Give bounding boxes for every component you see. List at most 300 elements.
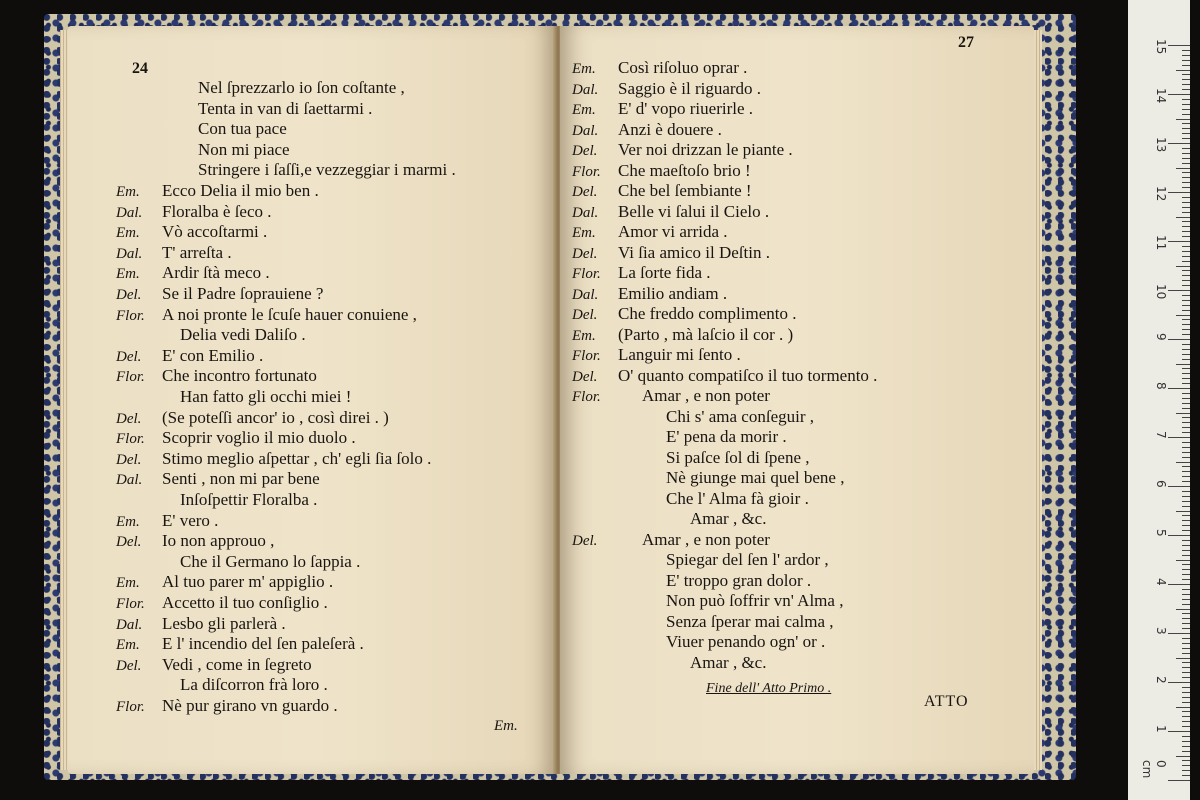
ruler-tick [1182,672,1190,673]
ruler-tick [1168,682,1190,683]
verse-text: Nel ſprezzarlo io ſon coſtante , [198,78,405,97]
verse-text: Se il Padre ſoprauiene ? [162,284,324,303]
ruler-tick [1182,702,1190,703]
text-line [116,408,389,429]
ruler-tick [1182,128,1190,129]
ruler-tick [1182,187,1190,188]
ruler-tick [1182,579,1190,580]
ruler-tick [1182,765,1190,766]
ruler-tick [1182,89,1190,90]
ruler-tick [1182,594,1190,595]
verse-text: T' arreſta . [162,242,232,262]
text-line [116,202,272,223]
ruler-tick [1182,354,1190,355]
ruler-tick [1182,471,1190,472]
text-line [572,448,810,468]
speaker-label: Em. [116,575,140,592]
speaker-label: Flor. [572,163,601,180]
ruler-tick [1182,697,1190,698]
verse-text: A noi pronte le ſcuſe hauer conuiene , [162,304,417,324]
verse-text: E l' incendio del ſen paleſerà . [162,634,364,654]
speaker-label: Flor. [572,348,601,364]
text-line [572,222,728,243]
verse-text: Si paſce ſol di ſpene , [666,447,810,467]
ruler-tick [1182,501,1190,502]
speaker-label: Flor. [572,389,601,405]
text-line [116,634,364,655]
ruler-tick [1182,329,1190,330]
text-line [116,614,286,635]
speaker-label: Dal. [572,204,599,221]
ruler-tick [1182,373,1190,374]
verse-text: Nè giunge mai quel bene , [666,468,845,487]
verse-text: E' d' vopo riuerirle . [618,99,754,118]
ruler-tick [1182,741,1190,742]
text-line [116,593,328,614]
speaker-label: Em. [116,184,140,200]
text-line [116,675,328,695]
ruler-tick [1182,408,1190,409]
ruler-tick [1182,280,1190,281]
speaker-label: Em. [572,327,596,344]
text-line [116,387,351,407]
text-line [116,78,405,98]
ruler-tick [1176,462,1190,463]
verse-text: Con tua pace [198,119,287,139]
text-line [116,511,218,532]
ruler-tick [1182,653,1190,654]
text-line [572,79,761,100]
text-line [572,509,766,529]
text-line [572,243,770,264]
text-line [572,202,769,223]
ruler-tick [1182,197,1190,198]
verse-text: Amar , &c. [690,652,767,672]
speaker-label: Del. [572,368,598,385]
ruler-tick [1182,599,1190,600]
ruler-tick [1182,123,1190,124]
text-line [116,140,290,160]
text-line [572,550,829,570]
ruler-tick [1176,70,1190,71]
ruler-tick [1182,540,1190,541]
text-line [572,632,825,652]
ruler-number: 15 [1154,39,1168,55]
ruler-tick [1182,319,1190,320]
ruler-tick [1182,736,1190,737]
ruler-tick [1182,324,1190,325]
verse-text: Stimo meglio aſpettar , ch' egli ſia ſolo . [162,448,432,468]
speaker-label: Dal. [572,81,599,98]
text-line [572,571,811,591]
ruler-tick [1182,148,1190,149]
ruler-tick [1176,707,1190,708]
text-line [572,284,727,305]
text-line [116,469,320,490]
ruler-tick [1182,550,1190,551]
ruler-tick [1182,236,1190,237]
speaker-label: Flor. [116,699,145,715]
verse-text: Che bel ſembiante ! [618,181,752,200]
ruler-tick [1182,212,1190,213]
ruler-tick [1182,447,1190,448]
ruler-tick [1182,256,1190,257]
ruler-tick [1182,775,1190,776]
right-page [560,26,1034,774]
right-catchword: ATTO [924,693,969,710]
ruler-tick [1168,633,1190,634]
ruler-tick [1182,393,1190,394]
ruler-number: 10 [1154,284,1168,300]
ruler-number: 4 [1154,578,1168,586]
ruler-tick [1182,667,1190,668]
text-line [572,386,770,407]
text-line [572,612,834,632]
speaker-label: Del. [116,410,142,427]
ruler-tick [1176,560,1190,561]
ruler-tick [1182,344,1190,345]
ruler-tick [1182,261,1190,262]
ruler-number: 6 [1154,480,1168,488]
verse-text: Che maeſtoſo brio ! [618,160,751,180]
speaker-label: Del. [572,143,598,159]
verse-text: Floralba è ſeco . [162,201,272,221]
ruler-tick [1168,780,1190,781]
text-line [116,222,267,243]
ruler-tick [1182,604,1190,605]
ruler-tick [1182,172,1190,173]
verse-text: Scoprir voglio il mio duolo . [162,428,356,448]
ruler-tick [1182,613,1190,614]
text-line [572,140,793,161]
ruler-tick [1182,275,1190,276]
ruler-tick [1182,520,1190,521]
text-line [572,407,814,427]
text-line [572,263,711,284]
ruler-tick [1182,677,1190,678]
ruler-tick [1182,182,1190,183]
ruler-tick [1176,266,1190,267]
ruler-tick [1182,555,1190,556]
ruler-tick [1168,241,1190,242]
text-line [572,530,770,551]
ruler-tick [1182,202,1190,203]
ruler-tick [1168,584,1190,585]
text-line [116,305,417,326]
ruler-unit-label: 0 cm [1140,760,1168,779]
text-line [116,366,317,387]
verse-text: Ver noi drizzan le piante . [618,140,793,159]
ruler-tick [1182,545,1190,546]
text-line [116,552,360,572]
verse-text: Accetto il tuo conſiglio . [162,593,328,612]
speaker-label: Del. [116,287,142,303]
verse-text: Che incontro fortunato [162,366,317,386]
ruler-tick [1182,618,1190,619]
ruler-tick [1182,417,1190,418]
verse-text: Languir mi ſento . [618,345,741,364]
ruler-tick [1176,413,1190,414]
verse-text: Che il Germano lo ſappia . [180,551,361,571]
verse-text: Che l' Alma fà gioir . [666,488,809,508]
verse-text: Ecco Delia il mio ben . [162,181,319,200]
ruler-tick [1168,290,1190,291]
ruler-tick [1182,60,1190,61]
ruler-tick [1182,114,1190,115]
ruler-tick [1182,55,1190,56]
text-line [116,119,287,139]
ruler-tick [1182,476,1190,477]
verse-text: La ſorte fida . [618,263,711,282]
ruler-tick [1182,432,1190,433]
verse-text: Spiegar del ſen l' ardor , [666,550,829,569]
verse-text: Al tuo parer m' appiglio . [162,572,334,592]
ruler-tick [1182,368,1190,369]
ruler-tick [1182,153,1190,154]
ruler-tick [1182,251,1190,252]
verse-text: Ardir ſtà meco . [162,263,270,283]
text-line [116,263,270,284]
verse-text: Io non approuo , [162,531,275,551]
verse-text: Saggio è il riguardo . [618,78,762,98]
ruler-tick [1182,285,1190,286]
speaker-label: Del. [572,532,598,549]
verse-text: Chi s' ama conſeguir , [666,406,815,426]
ruler-number: 1 [1154,725,1168,733]
ruler-tick [1182,300,1190,301]
ruler-tick [1182,65,1190,66]
text-line [116,696,338,717]
ruler-tick [1176,756,1190,757]
ruler-tick [1182,226,1190,227]
ruler-tick [1182,662,1190,663]
verse-text: E' pena da morir . [666,427,787,446]
speaker-label: Del. [116,534,142,551]
ruler-tick [1176,168,1190,169]
ruler-tick [1176,119,1190,120]
verse-text: Stringere i ſaſſi,e vezzeggiar i marmi . [198,160,456,180]
verse-text: Non mi piace [198,139,290,159]
speaker-label: Dal. [572,122,599,139]
ruler-tick [1182,564,1190,565]
verse-text: Che freddo complimento . [618,304,797,323]
text-line [116,325,306,345]
ruler-tick [1182,398,1190,399]
ruler-tick [1182,270,1190,271]
ruler-number: 14 [1154,88,1168,104]
verse-text: Amar , e non poter [642,386,770,405]
ruler-tick [1168,437,1190,438]
text-line [572,653,766,673]
ruler-tick [1182,457,1190,458]
text-line [116,428,356,449]
ruler-tick [1168,535,1190,536]
speaker-label: Flor. [116,369,145,386]
left-page [68,26,556,774]
ruler-tick [1182,491,1190,492]
ruler-number: 5 [1154,529,1168,537]
verse-text: Delia vedi Daliſo . [180,325,306,345]
text-line [572,181,752,202]
ruler-tick [1168,486,1190,487]
ruler-tick [1182,403,1190,404]
speaker-label: Flor. [116,431,145,448]
ruler-number: 3 [1154,627,1168,635]
ruler-tick [1168,339,1190,340]
ruler-tick [1182,50,1190,51]
speaker-label: Em. [116,225,140,242]
speaker-label: Del. [572,184,598,200]
ruler-number: 2 [1154,676,1168,684]
left-page-number: 24 [132,60,148,77]
ruler-tick [1182,481,1190,482]
text-line [572,591,843,611]
ruler-tick [1168,94,1190,95]
verse-text: Così riſoluo oprar . [618,58,748,77]
text-line [572,58,747,79]
verse-text: Non può ſoffrir vn' Alma , [666,591,844,610]
verse-text: Han fatto gli occhi miei ! [180,387,352,406]
left-catchword: Em. [494,718,518,734]
ruler-tick [1182,163,1190,164]
text-line [572,304,796,325]
text-line [572,99,753,120]
ruler-tick [1182,692,1190,693]
ruler-tick [1182,569,1190,570]
speaker-label: Flor. [116,307,145,324]
ruler-tick [1182,138,1190,139]
ruler-tick [1182,638,1190,639]
ruler-tick [1182,721,1190,722]
ruler-tick [1182,109,1190,110]
ruler-tick [1182,770,1190,771]
speaker-label: Em. [572,225,596,241]
speaker-label: Dal. [116,245,143,262]
ruler-tick [1182,231,1190,232]
verse-text: Vi ſia amico il Deſtin . [618,242,770,262]
verse-text: Nè pur girano vn guardo . [162,696,338,715]
speaker-label: Del. [116,451,142,468]
ruler-tick [1182,207,1190,208]
speaker-label: Del. [572,307,598,323]
ruler-tick [1182,442,1190,443]
verse-text: E' con Emilio . [162,345,264,365]
text-line [572,489,809,509]
verse-text: Emilio andiam . [618,283,728,303]
verse-text: Inſoſpettir Floralba . [180,490,318,509]
ruler-tick [1182,349,1190,350]
text-line [572,366,877,387]
ruler-tick [1182,530,1190,531]
ruler-tick [1182,648,1190,649]
ruler-number: 12 [1154,186,1168,202]
text-line [572,120,722,141]
text-line [572,325,793,346]
ruler-tick [1182,158,1190,159]
ruler-tick [1182,422,1190,423]
ruler-tick [1182,74,1190,75]
text-line [116,655,312,676]
ruler-tick [1182,359,1190,360]
ruler-tick [1168,192,1190,193]
text-line [116,572,333,593]
ruler-tick [1182,246,1190,247]
text-line [116,449,431,470]
ruler-tick [1168,731,1190,732]
verse-text: Amar , &c. [690,509,767,528]
ruler-tick [1182,746,1190,747]
text-line [116,181,319,202]
verse-text: O' quanto compatiſco il tuo tormento . [618,365,878,385]
speaker-label: Dal. [572,286,599,303]
text-line [116,490,317,510]
ruler-tick [1176,217,1190,218]
verse-text: Belle vi ſalui il Cielo . [618,201,770,221]
ruler-number: 13 [1154,137,1168,153]
ruler-tick [1182,751,1190,752]
speaker-label: Em. [572,102,596,118]
right-page-number: 27 [958,34,974,51]
verse-text: Viuer penando ogn' or . [666,632,826,651]
ruler-tick [1168,143,1190,144]
ruler-tick [1182,221,1190,222]
measuring-ruler [1128,0,1190,800]
speaker-label: Dal. [116,616,143,633]
ruler-tick [1182,378,1190,379]
speaker-label: Dal. [116,204,143,221]
ruler-tick [1182,496,1190,497]
ruler-tick [1182,716,1190,717]
verse-text: (Se poteſſi ancor' io , così direi . ) [162,407,389,427]
ruler-tick [1182,84,1190,85]
ruler-tick [1168,45,1190,46]
verse-text: Senza ſperar mai calma , [666,611,834,631]
speaker-label: Dal. [116,472,143,489]
ruler-tick [1182,466,1190,467]
verse-text: Tenta in van di ſaettarmi . [198,98,373,118]
ruler-tick [1182,506,1190,507]
ruler-number: 11 [1154,235,1168,251]
verse-text: La diſcorron frà loro . [180,675,328,695]
text-line [572,427,787,447]
ruler-tick [1182,515,1190,516]
ruler-tick [1182,574,1190,575]
text-line [572,468,844,488]
ruler-tick [1182,383,1190,384]
speaker-label: Del. [572,245,598,262]
verse-text: Vedi , come in ſegreto [162,654,312,674]
ruler-number: 8 [1154,382,1168,390]
speaker-label: Em. [116,266,140,283]
verse-text: Amor vi arrida . [618,222,728,241]
text-line [116,99,372,119]
ruler-tick [1182,133,1190,134]
ruler-tick [1182,589,1190,590]
text-line [116,243,232,264]
ruler-tick [1182,104,1190,105]
speaker-label: Em. [116,513,140,530]
ruler-tick [1182,334,1190,335]
ruler-number: 9 [1154,333,1168,341]
verse-text: Anzi è douere . [618,119,722,139]
ruler-tick [1182,711,1190,712]
verse-text: E' vero . [162,510,219,530]
speaker-label: Em. [116,637,140,654]
ruler-tick [1182,177,1190,178]
ruler-tick [1176,315,1190,316]
verse-text: Amar , e non poter [642,529,770,549]
speaker-label: Del. [116,348,142,365]
